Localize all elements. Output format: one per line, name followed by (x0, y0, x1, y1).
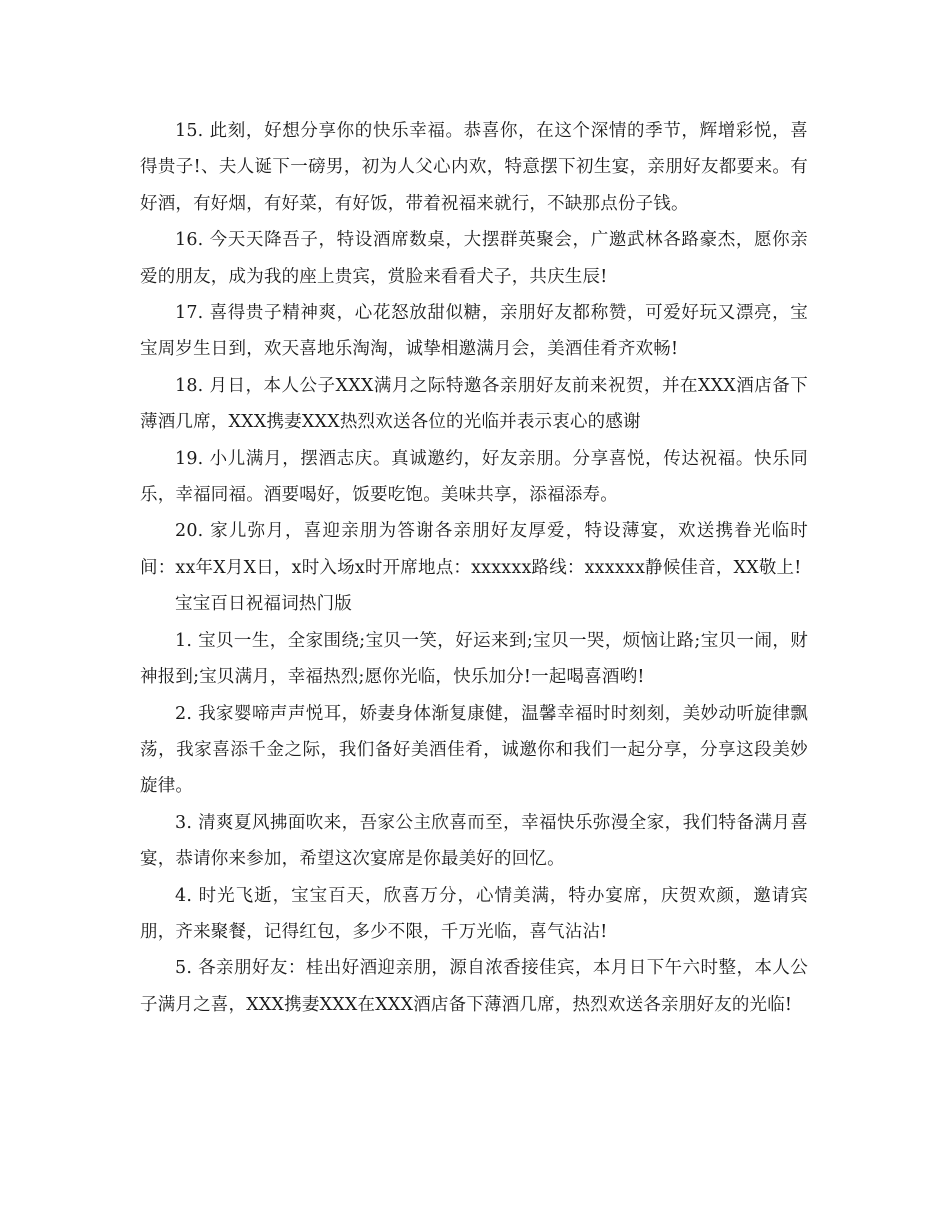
wish-1: 1. 宝贝一生，全家围绕;宝贝一笑，好运来到;宝贝一哭，烦恼让路;宝贝一闹，财神报到;宝贝满月，幸福热烈;愿你光临，快乐加分!一起喝喜酒哟! (140, 630, 808, 688)
wish-5: 5. 各亲朋好友：桂出好酒迎亲朋，源自浓香接佳宾，本月日下午六时整，本人公子满月之喜，XXX携妻XXX在XXX酒店备下薄酒几席，热烈欢送各亲朋好友的光临! (140, 958, 808, 1015)
wish-4: 4. 时光飞逝，宝宝百天，欣喜万分，心情美满，特办宴席，庆贺欢颜，邀请宾朋，齐来聚餐，记得红包，多少不限，千万光临，喜气沾沾! (140, 885, 808, 942)
paragraph-16: 16. 今天天降吾子，特设酒席数桌，大摆群英聚会，广邀武林各路豪杰，愿你亲爱的朋友，成为我的座上贵宾，赏脸来看看犬子，共庆生辰! (140, 230, 808, 287)
paragraph-19: 19. 小儿满月，摆酒志庆。真诚邀约，好友亲朋。分享喜悦，传达祝福。快乐同乐，幸福同福。酒要喝好，饭要吃饱。美味共享，添福添寿。 (140, 448, 808, 506)
section-heading: 宝宝百日祝福词热门版 (175, 594, 352, 615)
paragraph-18: 18. 月日，本人公子XXX满月之际特邀各亲朋好友前来祝贺，并在XXX酒店备下薄酒几席，XXX携妻XXX热烈欢送各位的光临并表示衷心的感谢 (140, 375, 808, 433)
paragraph-17: 17. 喜得贵子精神爽，心花怒放甜似糖，亲朋好友都称赞，可爱好玩又漂亮，宝宝周岁生日到，欢天喜地乐淘淘，诚挚相邀满月会，美酒佳肴齐欢畅! (140, 303, 808, 360)
wish-3: 3. 清爽夏风拂面吹来，吾家公主欣喜而至，幸福快乐弥漫全家，我们特备满月喜宴，恭请你来参加，希望这次宴席是你最美好的回忆。 (140, 812, 808, 870)
wish-2: 2. 我家婴啼声声悦耳，娇妻身体渐复康健，温馨幸福时时刻刻，美妙动听旋律飘荡，我家喜添千金之际，我们备好美酒佳肴，诚邀你和我们一起分享，分享这段美妙旋律。 (140, 703, 808, 797)
document-body (140, 113, 808, 1023)
paragraph-20: 20. 家儿弥月，喜迎亲朋为答谢各亲朋好友厚爱，特设薄宴，欢送携眷光临时间：xx年X月X日，x时入场x时开席地点：xxxxxx路线：xxxxxx静候佳音，XX敬上! (140, 521, 808, 578)
paragraph-15: 15. 此刻，好想分享你的快乐幸福。恭喜你，在这个深情的季节，辉增彩悦，喜得贵子!、夫人诞下一磅男，初为人父心内欢，特意摆下初生宴，亲朋好友都要来。有好酒，有好烟，有好菜，有好饭，带着祝福来就行，不缺那点份子钱。 (140, 121, 808, 214)
